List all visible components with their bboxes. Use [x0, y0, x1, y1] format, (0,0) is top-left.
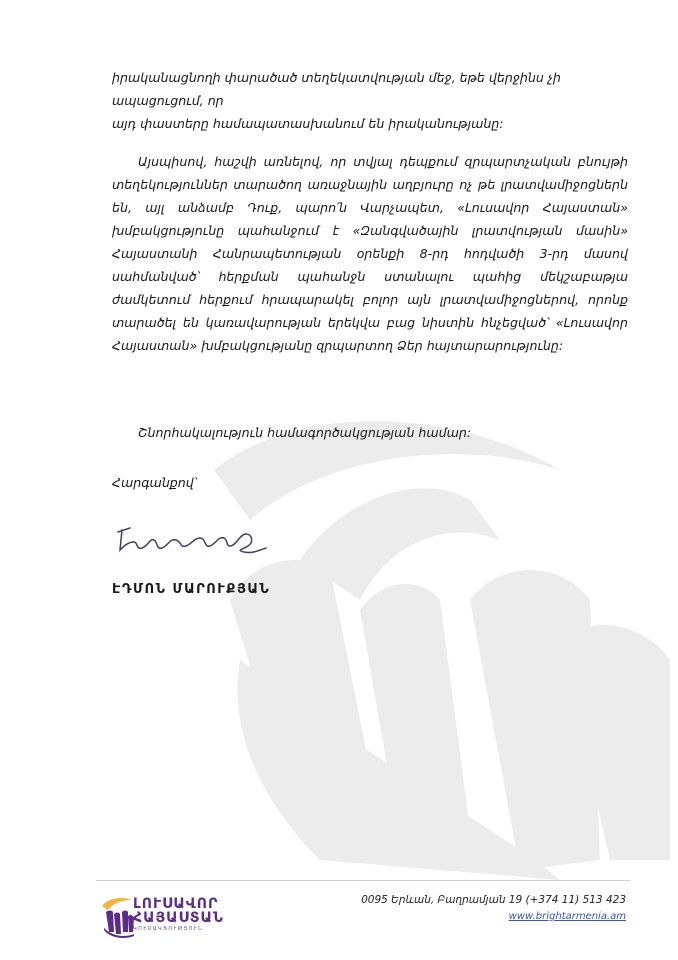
intro-line: իրականացնողի փարածած տեղեկատվության մեջ, եթե վերջինս չի ապացուցում, որ	[112, 70, 561, 108]
thanks-line: Շնորհակալություն համագործակցության համար:	[138, 425, 472, 440]
body-line: տեղեկություններ տարածող առաջնային աղբյուրը ոչ թե լրատվամիջոցներն են, այլ	[112, 177, 628, 215]
logo-line-3: ԿՈՒՍԱԿՑՈՒԹՅՈՒՆ	[133, 926, 204, 932]
intro-line: այդ փաստերը համապատասխանում են իրականությանը:	[112, 116, 504, 131]
logo-line-1: ԼՈՒՍԱՎՈՐ	[133, 896, 219, 912]
body-line: անձամբ Դուք, պարո՛ն Վարչապետ, «Լուսավոր Հայաստան» խմբակցությունը	[112, 200, 629, 238]
party-logo-icon	[98, 892, 138, 940]
body-line: պահից մեկշաբաթյա ժամկետում հերքում հրապարակել բոլոր այն	[112, 269, 628, 307]
body-line: Այսպիսով, հաշվի առնելով, որ տվյալ դեպքում զրպարտչական բնույթի	[138, 154, 628, 169]
footer-contact	[361, 892, 626, 925]
logo-line-2: ՀԱՅԱՍՏԱՆ	[133, 910, 224, 926]
main-paragraph	[112, 150, 628, 357]
body-line: օրենքի 8-րդ հոդվածի 3-րդ մասով սահմանված՝ հերքման պահանջն ստանալու	[112, 246, 628, 284]
website-link[interactable]: www.brightarmenia.am	[508, 911, 626, 922]
body-line: հայտարարությունը:	[426, 338, 564, 353]
logo-wordmark	[133, 897, 224, 933]
body-line: պահանջում է «Զանգվածային լրատվության մասին» Հայաստանի Հանրապետության	[112, 223, 628, 261]
signer-name: ԷԴՄՈՆ ՄԱՐՈՒՔՅԱՆ	[112, 582, 271, 597]
footer-divider	[96, 880, 630, 881]
intro-paragraph	[112, 66, 628, 135]
body-line: հնչեցված՝ «Լուսավոր Հայաստան» խմբակցությանը զրպարտող Ձեր	[112, 315, 628, 353]
body-line: լրատվամիջոցներով, որոնք տարածել են կառավարության երեկվա բաց նիստին	[112, 292, 628, 330]
regards-line: Հարգանքով՝	[112, 475, 197, 490]
handwritten-signature	[112, 520, 272, 560]
address-line: 0095 Երևան, Բաղրամյան 19 (+374 11) 513 423	[361, 894, 626, 906]
